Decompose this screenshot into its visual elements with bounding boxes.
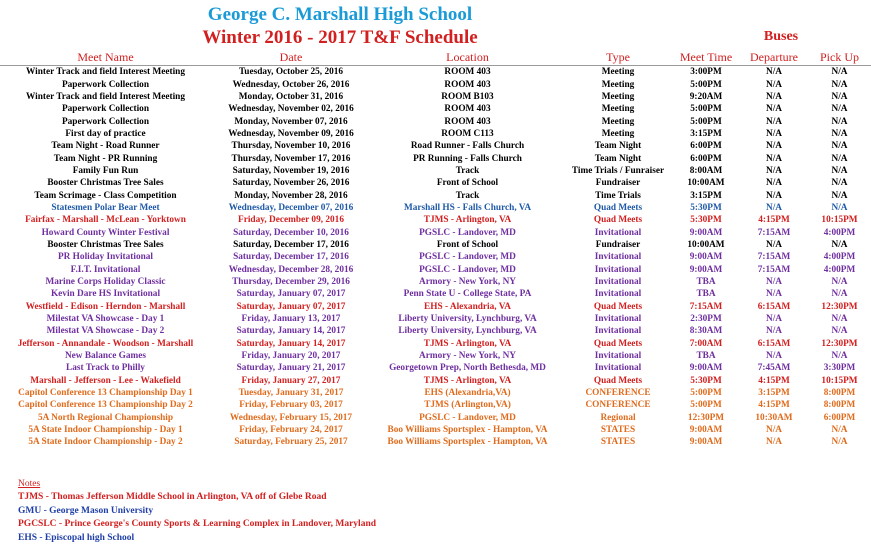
cell-pick-up: 6:00PM <box>823 412 856 423</box>
cell-meet-time: 5:00PM <box>690 79 722 90</box>
cell-pick-up: 3:30PM <box>823 363 856 374</box>
cell-pick-up: 4:00PM <box>823 264 856 275</box>
cell-date: Saturday, December 17, 2016 <box>233 252 349 263</box>
column-header-type: Type <box>564 50 672 66</box>
cell-pick-up: N/A <box>831 67 848 78</box>
cell-type: CONFERENCE <box>585 400 651 411</box>
cell-location: EHS (Alexandria,VA) <box>424 388 511 399</box>
cell-departure: N/A <box>765 277 782 288</box>
cell-meet-time: TBA <box>696 289 716 300</box>
cell-meet-time: 3:15PM <box>690 190 722 201</box>
cell-type: Invitational <box>594 252 642 263</box>
cell-location: ROOM 403 <box>444 116 491 127</box>
cell-departure: 7:15AM <box>757 264 791 275</box>
cell-pick-up: N/A <box>831 116 848 127</box>
cell-date: Friday, February 03, 2017 <box>239 400 343 411</box>
cell-pick-up: N/A <box>831 326 848 337</box>
cell-location: Liberty University, Lynchburg, VA <box>398 326 537 337</box>
cell-meet-time: TBA <box>696 277 716 288</box>
cell-type: Invitational <box>594 351 642 362</box>
cell-pick-up: N/A <box>831 351 848 362</box>
notes-list <box>18 491 377 543</box>
cell-meet-time: 2:30PM <box>690 314 722 325</box>
table-row <box>0 264 871 276</box>
cell-type: Quad Meets <box>593 202 643 213</box>
table-row <box>0 424 871 436</box>
cell-departure: N/A <box>765 104 782 115</box>
cell-departure: 10:30AM <box>755 412 793 423</box>
table-header-row <box>0 50 871 66</box>
cell-date: Monday, November 07, 2016 <box>234 116 348 127</box>
school-title: George C. Marshall High School <box>207 4 473 25</box>
cell-meet-name: F.I.T. Invitational <box>70 264 141 275</box>
cell-meet-name: New Balance Games <box>64 351 147 362</box>
cell-departure: N/A <box>765 91 782 102</box>
cell-type: Meeting <box>601 116 635 127</box>
cell-meet-name: Howard County Winter Festival <box>41 227 170 238</box>
column-header-meet-time: Meet Time <box>672 50 740 66</box>
cell-location: PGSLC - Landover, MD <box>419 252 516 263</box>
cell-meet-name: Family Fun Run <box>72 165 139 176</box>
cell-meet-name: Jefferson - Annandale - Woodson - Marshall <box>17 338 194 349</box>
cell-meet-name: Fairfax - Marshall - McLean - Yorktown <box>25 215 186 226</box>
note-item: PGCSLC - Prince George's County Sports & Learning Complex in Landover, Maryland <box>18 519 377 530</box>
cell-meet-time: 7:00AM <box>689 338 723 349</box>
table-row <box>0 91 871 103</box>
schedule-title: Winter 2016 - 2017 T&F Schedule <box>202 27 478 48</box>
note-item: GMU - George Mason University <box>18 505 154 516</box>
cell-date: Saturday, November 19, 2016 <box>232 165 350 176</box>
cell-location: PGSLC - Landover, MD <box>419 264 516 275</box>
cell-pick-up: N/A <box>831 190 848 201</box>
cell-location: EHS - Alexandria, VA <box>424 301 511 312</box>
cell-location: TJMS (Arlington,VA) <box>424 400 511 411</box>
schedule-body <box>0 66 871 449</box>
cell-pick-up: N/A <box>831 79 848 90</box>
cell-pick-up: 10:15PM <box>821 215 858 226</box>
table-row <box>0 189 871 201</box>
cell-type: STATES <box>600 425 636 436</box>
cell-meet-time: 5:00PM <box>690 104 722 115</box>
cell-meet-name: Winter Track and field Interest Meeting <box>26 91 185 102</box>
table-row <box>0 103 871 115</box>
cell-departure: N/A <box>765 289 782 300</box>
cell-type: Meeting <box>601 67 635 78</box>
cell-type: Team Night <box>594 141 642 152</box>
cell-meet-name: Paperwork Collection <box>61 104 149 115</box>
table-row <box>0 226 871 238</box>
cell-type: Invitational <box>594 289 642 300</box>
cell-pick-up: N/A <box>831 289 848 300</box>
cell-date: Saturday, December 10, 2016 <box>233 227 349 238</box>
cell-departure: N/A <box>765 425 782 436</box>
cell-departure: N/A <box>765 202 782 213</box>
cell-date: Friday, January 13, 2017 <box>241 314 341 325</box>
cell-pick-up: 12:30PM <box>821 338 858 349</box>
cell-date: Friday, January 27, 2017 <box>241 375 341 386</box>
cell-departure: N/A <box>765 153 782 164</box>
schedule-table <box>0 50 871 449</box>
column-header-pick-up: Pick Up <box>808 50 871 66</box>
cell-type: Regional <box>600 412 636 423</box>
cell-type: Time Trials <box>595 190 641 201</box>
cell-pick-up: N/A <box>831 165 848 176</box>
cell-departure: N/A <box>765 116 782 127</box>
cell-meet-name: Team Scrimage - Class Competition <box>34 190 177 201</box>
table-row <box>0 350 871 362</box>
table-row <box>0 276 871 288</box>
cell-location: ROOM 403 <box>444 104 491 115</box>
cell-departure: N/A <box>765 326 782 337</box>
cell-pick-up: 12:30PM <box>821 301 858 312</box>
cell-meet-name: Capitol Conference 13 Championship Day 1 <box>18 388 193 399</box>
cell-location: Boo Williams Sportsplex - Hampton, VA <box>387 437 548 448</box>
cell-pick-up: 10:15PM <box>821 375 858 386</box>
cell-meet-time: 10:00AM <box>687 239 725 250</box>
cell-date: Thursday, November 17, 2016 <box>231 153 351 164</box>
cell-meet-name: 5A North Regional Championship <box>37 412 174 423</box>
cell-type: Quad Meets <box>593 338 643 349</box>
table-row <box>0 375 871 387</box>
cell-location: Boo Williams Sportsplex - Hampton, VA <box>387 425 548 436</box>
cell-departure: N/A <box>765 314 782 325</box>
cell-pick-up: N/A <box>831 437 848 448</box>
cell-date: Tuesday, October 25, 2016 <box>238 67 344 78</box>
cell-departure: 4:15PM <box>758 375 790 386</box>
cell-meet-name: Paperwork Collection <box>61 79 149 90</box>
cell-meet-time: 9:00AM <box>689 264 723 275</box>
table-row <box>0 202 871 214</box>
cell-location: Georgetown Prep, North Bethesda, MD <box>389 363 546 374</box>
cell-location: Armory - New York, NY <box>419 351 516 362</box>
cell-meet-time: 5:30PM <box>690 215 722 226</box>
cell-date: Monday, November 28, 2016 <box>234 190 348 201</box>
cell-meet-time: 5:00PM <box>690 116 722 127</box>
cell-pick-up: N/A <box>831 178 848 189</box>
cell-departure: N/A <box>765 128 782 139</box>
table-row <box>0 325 871 337</box>
column-header-departure: Departure <box>740 50 808 66</box>
note-item: TJMS - Thomas Jefferson Middle School in Arlington, VA off of Glebe Road <box>18 492 327 503</box>
cell-meet-time: 9:00AM <box>689 437 723 448</box>
cell-departure: 4:15PM <box>758 400 790 411</box>
column-header-date: Date <box>211 50 371 66</box>
cell-location: PGSLC - Landover, MD <box>419 227 516 238</box>
cell-meet-name: Paperwork Collection <box>61 116 149 127</box>
cell-meet-time: 5:30PM <box>690 202 722 213</box>
cell-date: Saturday, December 17, 2016 <box>233 239 349 250</box>
cell-location: Marshall HS - Falls Church, VA <box>403 202 532 213</box>
table-row <box>0 214 871 226</box>
cell-type: Invitational <box>594 264 642 275</box>
buses-heading: Buses <box>763 29 799 44</box>
cell-type: CONFERENCE <box>585 388 651 399</box>
cell-pick-up: N/A <box>831 104 848 115</box>
cell-meet-name: Booster Christmas Tree Sales <box>47 239 164 250</box>
cell-departure: N/A <box>765 190 782 201</box>
cell-departure: 7:45AM <box>757 363 791 374</box>
cell-date: Thursday, December 29, 2016 <box>232 277 350 288</box>
note-item: EHS - Episcopal high School <box>18 532 135 543</box>
cell-pick-up: N/A <box>831 91 848 102</box>
cell-meet-name: 5A State Indoor Championship - Day 1 <box>28 425 183 436</box>
table-row <box>0 152 871 164</box>
table-row <box>0 436 871 448</box>
cell-pick-up: N/A <box>831 314 848 325</box>
cell-type: Invitational <box>594 363 642 374</box>
cell-location: ROOM B103 <box>441 91 494 102</box>
cell-departure: 7:15AM <box>757 227 791 238</box>
cell-departure: 3:15PM <box>758 388 790 399</box>
cell-date: Wednesday, February 15, 2017 <box>229 412 353 423</box>
cell-meet-time: 7:15AM <box>689 301 723 312</box>
cell-meet-time: 6:00PM <box>690 153 722 164</box>
table-row <box>0 140 871 152</box>
cell-pick-up: N/A <box>831 202 848 213</box>
table-row <box>0 399 871 411</box>
cell-departure: 6:15AM <box>757 338 791 349</box>
cell-pick-up: N/A <box>831 277 848 288</box>
table-row <box>0 177 871 189</box>
cell-pick-up: 4:00PM <box>823 227 856 238</box>
cell-location: Penn State U - College State, PA <box>403 289 532 300</box>
cell-type: Invitational <box>594 277 642 288</box>
cell-meet-name: Kevin Dare HS Invitational <box>50 289 161 300</box>
cell-pick-up: 8:00PM <box>823 388 856 399</box>
cell-location: PR Running - Falls Church <box>413 153 522 164</box>
cell-pick-up: N/A <box>831 153 848 164</box>
cell-date: Saturday, November 26, 2016 <box>232 178 350 189</box>
cell-pick-up: N/A <box>831 425 848 436</box>
cell-meet-name: Capitol Conference 13 Championship Day 2 <box>18 400 193 411</box>
cell-type: Invitational <box>594 227 642 238</box>
cell-type: Meeting <box>601 91 635 102</box>
cell-location: TJMS - Arlington, VA <box>423 338 512 349</box>
table-row <box>0 115 871 127</box>
cell-date: Friday, February 24, 2017 <box>239 425 343 436</box>
table-row <box>0 387 871 399</box>
cell-meet-time: TBA <box>696 351 716 362</box>
cell-date: Monday, October 31, 2016 <box>238 91 344 102</box>
cell-pick-up: N/A <box>831 128 848 139</box>
cell-meet-name: Westfield - Edison - Herndon - Marshall <box>25 301 186 312</box>
cell-location: Armory - New York, NY <box>419 277 516 288</box>
cell-departure: 6:15AM <box>757 301 791 312</box>
cell-date: Wednesday, October 26, 2016 <box>232 79 350 90</box>
cell-pick-up: N/A <box>831 141 848 152</box>
cell-type: Invitational <box>594 326 642 337</box>
cell-departure: N/A <box>765 79 782 90</box>
cell-departure: N/A <box>765 178 782 189</box>
cell-type: Quad Meets <box>593 301 643 312</box>
table-row <box>0 66 871 79</box>
table-row <box>0 165 871 177</box>
cell-meet-time: 9:00AM <box>689 252 723 263</box>
cell-location: PGSLC - Landover, MD <box>419 412 516 423</box>
notes-heading: Notes <box>18 479 41 489</box>
cell-departure: 4:15PM <box>758 215 790 226</box>
cell-meet-name: Team Night - PR Running <box>53 153 158 164</box>
cell-location: ROOM C113 <box>441 128 494 139</box>
cell-meet-time: 9:00AM <box>689 363 723 374</box>
column-header-location: Location <box>371 50 564 66</box>
cell-location: Track <box>455 190 480 201</box>
cell-date: Saturday, January 21, 2017 <box>236 363 346 374</box>
cell-type: Team Night <box>594 153 642 164</box>
cell-type: Meeting <box>601 104 635 115</box>
cell-meet-time: 5:00PM <box>690 388 722 399</box>
cell-location: Front of School <box>436 239 499 250</box>
cell-type: Time Trials / Funraiser <box>571 165 665 176</box>
cell-location: TJMS - Arlington, VA <box>423 215 512 226</box>
cell-meet-name: Team Night - Road Runner <box>51 141 160 152</box>
cell-meet-name: Marine Corps Holiday Classic <box>45 277 166 288</box>
cell-meet-time: 12:30PM <box>687 412 725 423</box>
cell-date: Wednesday, December 07, 2016 <box>228 202 354 213</box>
table-row <box>0 288 871 300</box>
cell-meet-time: 5:30PM <box>690 375 722 386</box>
cell-meet-name: Winter Track and field Interest Meeting <box>26 67 185 78</box>
cell-location: Road Runner - Falls Church <box>410 141 525 152</box>
cell-meet-name: Last Track to Philly <box>66 363 145 374</box>
table-row <box>0 301 871 313</box>
cell-meet-time: 9:20AM <box>689 91 723 102</box>
cell-meet-time: 5:00PM <box>690 400 722 411</box>
table-row <box>0 78 871 90</box>
table-row <box>0 362 871 374</box>
table-row <box>0 338 871 350</box>
table-row <box>0 313 871 325</box>
cell-date: Saturday, January 07, 2017 <box>236 301 346 312</box>
cell-date: Saturday, January 14, 2017 <box>236 338 346 349</box>
cell-pick-up: 8:00PM <box>823 400 856 411</box>
cell-type: Quad Meets <box>593 215 643 226</box>
cell-departure: N/A <box>765 141 782 152</box>
cell-meet-time: 8:30AM <box>689 326 723 337</box>
cell-departure: N/A <box>765 239 782 250</box>
cell-date: Friday, January 20, 2017 <box>241 351 341 362</box>
cell-type: Quad Meets <box>593 375 643 386</box>
cell-date: Saturday, February 25, 2017 <box>234 437 348 448</box>
cell-departure: N/A <box>765 67 782 78</box>
cell-date: Saturday, January 14, 2017 <box>236 326 346 337</box>
table-row <box>0 128 871 140</box>
cell-meet-name: 5A State Indoor Championship - Day 2 <box>28 437 183 448</box>
cell-location: Track <box>455 165 480 176</box>
cell-departure: 7:15AM <box>757 252 791 263</box>
cell-date: Saturday, January 07, 2017 <box>236 289 346 300</box>
cell-date: Friday, December 09, 2016 <box>238 215 344 226</box>
cell-meet-time: 6:00PM <box>690 141 722 152</box>
cell-location: Front of School <box>436 178 499 189</box>
cell-meet-time: 3:00PM <box>690 67 722 78</box>
cell-date: Thursday, November 10, 2016 <box>231 141 351 152</box>
notes-section <box>18 478 377 543</box>
cell-meet-time: 10:00AM <box>687 178 725 189</box>
cell-location: Liberty University, Lynchburg, VA <box>398 314 537 325</box>
cell-meet-name: Statesmen Polar Bear Meet <box>51 202 160 213</box>
table-row <box>0 251 871 263</box>
cell-type: Fundraiser <box>595 178 641 189</box>
cell-date: Tuesday, January 31, 2017 <box>238 388 344 399</box>
cell-meet-name: Marshall - Jefferson - Lee - Wakefield <box>30 375 181 386</box>
cell-pick-up: 4:00PM <box>823 252 856 263</box>
cell-meet-name: Milestat VA Showcase - Day 1 <box>46 314 165 325</box>
cell-meet-name: First day of practice <box>65 128 146 139</box>
cell-date: Wednesday, December 28, 2016 <box>228 264 354 275</box>
cell-date: Wednesday, November 02, 2016 <box>228 104 354 115</box>
cell-departure: N/A <box>765 437 782 448</box>
cell-location: TJMS - Arlington, VA <box>423 375 512 386</box>
cell-type: Meeting <box>601 79 635 90</box>
cell-meet-time: 9:00AM <box>689 425 723 436</box>
cell-type: STATES <box>600 437 636 448</box>
table-row <box>0 412 871 424</box>
cell-location: ROOM 403 <box>444 67 491 78</box>
cell-type: Invitational <box>594 314 642 325</box>
column-header-meet-name: Meet Name <box>0 50 211 66</box>
cell-location: ROOM 403 <box>444 79 491 90</box>
cell-departure: N/A <box>765 165 782 176</box>
cell-meet-name: Milestat VA Showcase - Day 2 <box>46 326 165 337</box>
cell-meet-time: 9:00AM <box>689 227 723 238</box>
cell-type: Meeting <box>601 128 635 139</box>
cell-meet-name: Booster Christmas Tree Sales <box>47 178 164 189</box>
cell-meet-time: 8:00AM <box>689 165 723 176</box>
table-row <box>0 239 871 251</box>
cell-departure: N/A <box>765 351 782 362</box>
cell-meet-time: 3:15PM <box>690 128 722 139</box>
cell-pick-up: N/A <box>831 239 848 250</box>
cell-date: Wednesday, November 09, 2016 <box>228 128 354 139</box>
cell-meet-name: PR Holiday Invitational <box>57 252 154 263</box>
cell-type: Fundraiser <box>595 239 641 250</box>
